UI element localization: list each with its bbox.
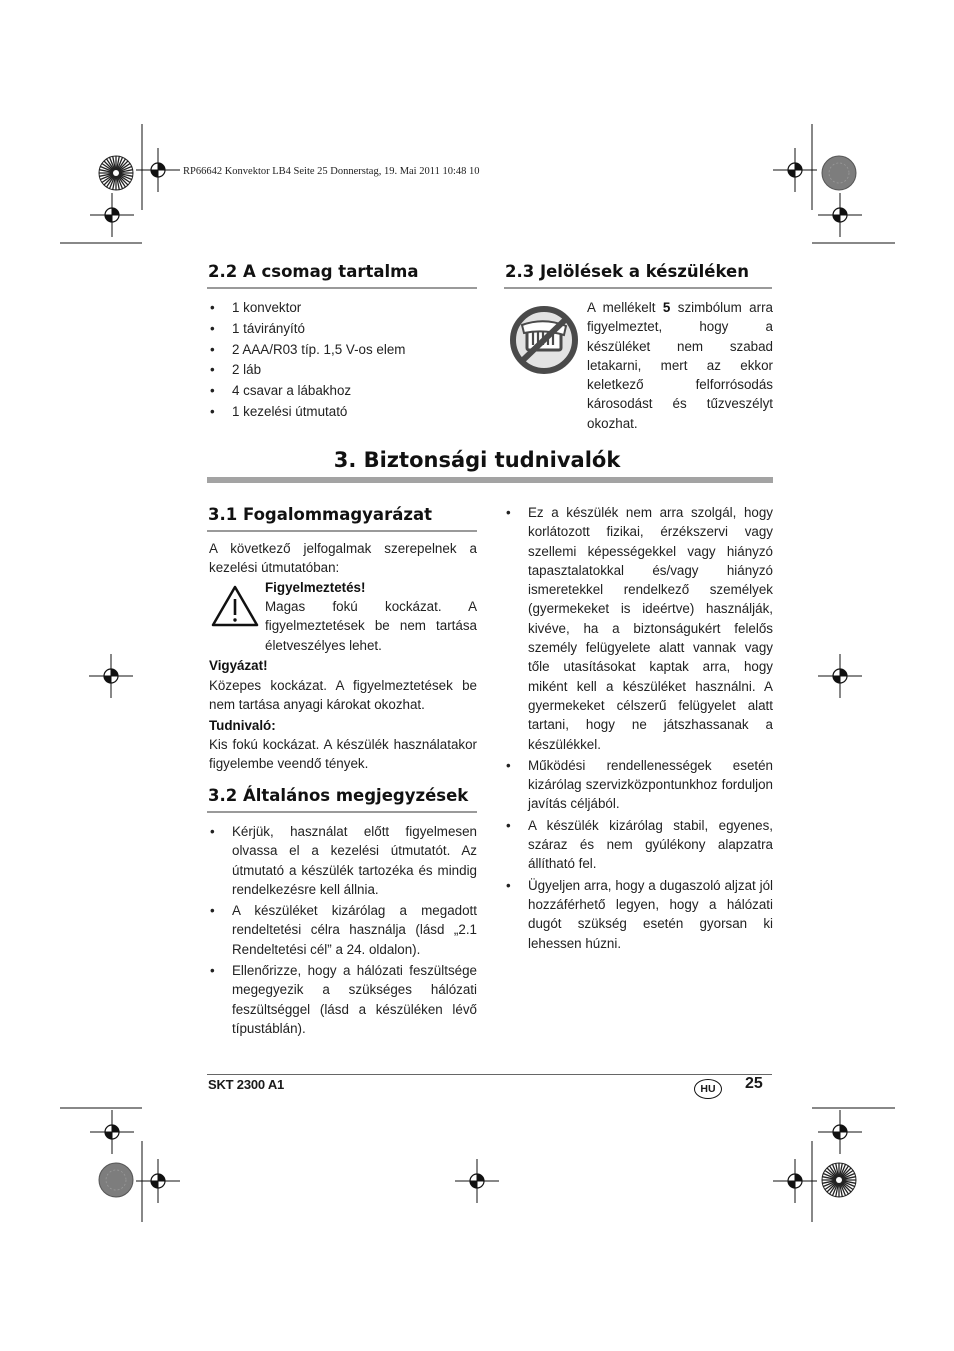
note-title: Tudnivaló: [209,718,276,733]
definitions-intro: A következő jelfogalmak szerepelnek a kezelési útmutatóban: [209,541,477,576]
chapter-3-rule [207,477,773,483]
do-not-cover-icon [508,305,580,375]
warning-title: Figyelmeztetés! [265,580,366,595]
symbol-number: 5 [662,300,671,315]
language-badge: HU [694,1079,722,1099]
list-item: • 2 láb [209,360,479,381]
list-item: • Ügyeljen arra, hogy a dugaszoló aljzat jól hozzáférhető legyen, hogy a hálózati dugót szükség esetén gyorsan ki lehessen húzni. [505,876,773,953]
section-2-3-title: 2.3 Jelölések a készüléken [505,262,749,281]
footer-rule [207,1074,772,1075]
symbol-text-before: A mellékelt [587,300,663,315]
package-contents-list [209,298,479,423]
section-2-2-title: 2.2 A csomag tartalma [208,262,419,281]
safety-notes-list [505,503,773,953]
print-slug: RP66642 Konvektor LB4 Seite 25 Donnerstag, 19. Mai 2011 10:48 10 [183,166,480,177]
list-item: • 2 AAA/R03 típ. 1,5 V-os elem [209,340,479,361]
section-3-1-rule [207,530,477,532]
warning-triangle-icon [210,584,260,628]
list-item: • Kérjük, használat előtt figyelmesen olvassa el a kezelési útmutatót. Az útmutató a készülék tartozéka és mindig rendelkezésre kell állnia. [209,822,477,899]
list-item: • 1 kezelési útmutató [209,402,479,423]
list-item: • Ez a készülék nem arra szolgál, hogy korlátozott fizikai, érzékszervi vagy szellemi képességekkel vagy hiányzó tapasztalatokkal és/vagy hiányzó ismeretekkel rendelkező személyek (gyermekeket is ideértve) használják, kivéve, ha a biztonságukért felelős személy felügyelete alatt vannak vagy tőle utasításokat kaptak arra, hogy miként kell a készüléket használni. A gyermekeket célszerű felügyelet alatt tartani, hogy ne játszhassanak a készülékkel. [505,503,773,754]
chapter-3-title: 3. Biztonsági tudnivalók [333,448,621,472]
list-item: • 4 csavar a lábakhoz [209,381,479,402]
general-notes-list [209,822,477,1038]
symbol-description [587,298,773,433]
list-item: • 1 konvektor [209,298,479,319]
section-3-2-title: 3.2 Általános megjegyzések [208,786,469,805]
list-item: • Működési rendellenességek esetén kizárólag szervizközpontunkhoz forduljon javítás céljából. [505,756,773,814]
section-3-2-rule [207,811,477,813]
note-text: Kis fokú kockázat. A készülék használatakor figyelembe veendő tények. [209,737,477,772]
caution-title: Vigyázat! [209,658,268,673]
list-item: • Ellenőrizze, hogy a hálózati feszültsége megegyezik a szükséges hálózati feszültséggel (lásd a készüléken lévő típustáblán). [209,961,477,1038]
section-2-2-rule [207,287,477,289]
page-number: 25 [745,1075,763,1092]
list-item: • A készülék kizárólag stabil, egyenes, száraz és nem gyúlékony alapzatra állítható fel. [505,816,773,874]
section-3-1-title: 3.1 Fogalommagyarázat [208,505,432,524]
model-number: SKT 2300 A1 [208,1077,285,1092]
list-item: • A készüléket kizárólag a megadott rendeltetési célra használja (lásd „2.1 Rendeltetési cél” a 24. oldalon). [209,901,477,959]
symbol-text-after: szimbólum arra figyelmeztet, hogy a készüléket nem szabad letakarni, mert az ekkor keletkező felforrósodás károsodást és tűzveszélyt okozhat. [587,300,773,431]
caution-text: Közepes kockázat. A figyelmeztetések be nem tartása anyagi károkat okozhat. [209,678,477,713]
list-item: • 1 távirányító [209,319,479,340]
section-2-3-rule [504,287,772,289]
warning-text: Magas fokú kockázat. A figyelmeztetések be nem tartása életveszélyes lehet. [265,599,477,653]
